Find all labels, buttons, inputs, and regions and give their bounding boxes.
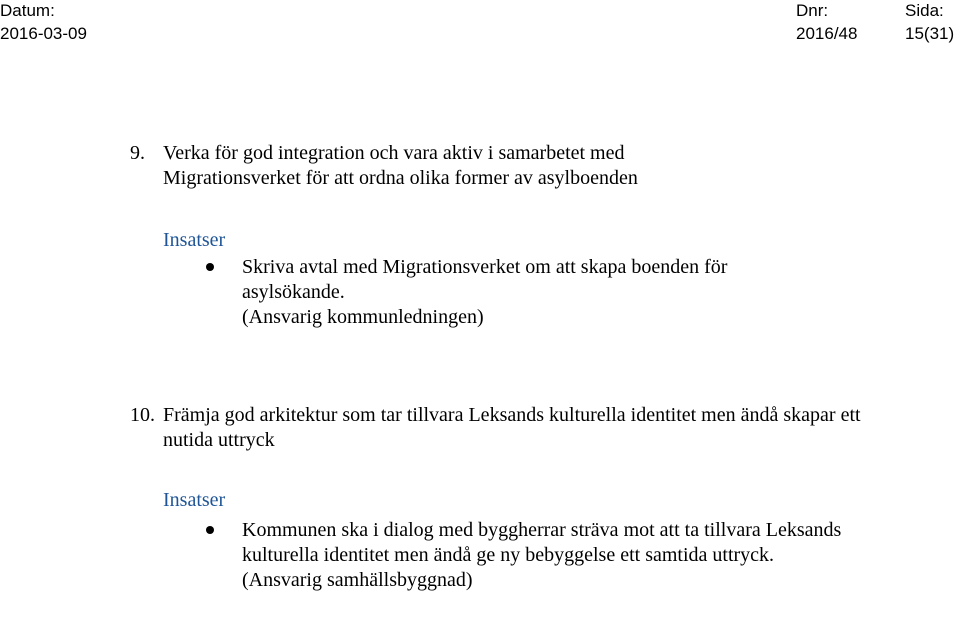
bullet-dot — [206, 255, 242, 330]
page-value: 15(31) — [905, 24, 955, 43]
bullet-text: Skriva avtal med Migrationsverket om att skapa boenden för asylsökande. — [242, 256, 728, 303]
dnr-label: Dnr: — [796, 1, 829, 20]
date-value: 2016-03-09 — [0, 24, 87, 43]
section-heading-text: Verka för god integration och vara aktiv i samarbetet med Migrationsverket för att ordna olika former av asylboenden — [163, 142, 638, 189]
section-number: 9. — [130, 142, 145, 164]
insatser-heading: Insatser — [163, 229, 226, 251]
bullet-item — [206, 518, 922, 593]
bullet-dot — [206, 518, 242, 593]
dnr-value: 2016/48 — [796, 24, 858, 43]
bullet-text: Kommunen ska i dialog med byggherrar sträva mot att ta tillvara Leksands kulturella identitet men ändå ge ny bebyggelse ett samtida uttryck. — [242, 519, 842, 566]
section-heading-10 — [130, 403, 930, 453]
responsible-text: (Ansvarig kommunledningen) — [242, 306, 484, 328]
section-heading-text: Främja god arkitektur som tar tillvara Leksands kulturella identitet men ändå skapar ett nutida uttryck — [163, 404, 861, 451]
bullet-item — [206, 255, 812, 330]
responsible-text: (Ansvarig samhällsbyggnad) — [242, 569, 473, 591]
insatser-heading: Insatser — [163, 489, 226, 511]
bullet-content — [242, 518, 922, 593]
section-number: 10. — [130, 404, 155, 426]
page-label: Sida: — [905, 1, 944, 20]
bullet-content — [242, 255, 812, 330]
section-heading-9 — [130, 141, 930, 191]
date-label: Datum: — [0, 1, 55, 20]
